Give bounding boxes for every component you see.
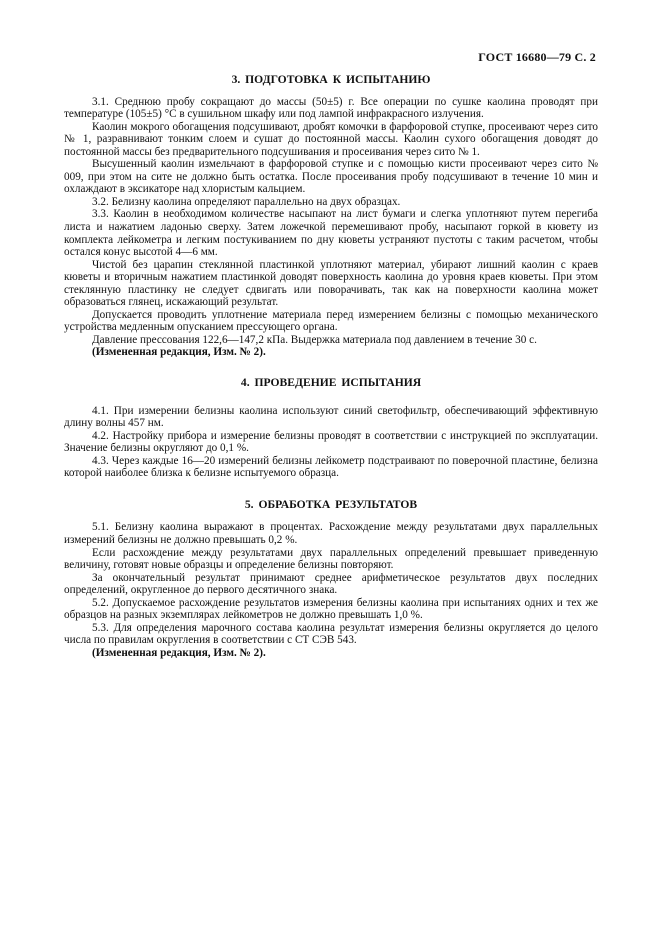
paragraph: Давление прессования 122,6—147,2 кПа. Выдержка материала под давлением в течение 30 с. bbox=[92, 333, 537, 346]
paragraph: Высушенный каолин измельчают в фарфоровой ступке и с помощью кисти просеивают через сито № 009, при этом на сите не должно быть остатка. После просеивания пробу подсушивают в течение 10 мин и охлаждают в эксикаторе над хлористым кальцием. bbox=[64, 158, 598, 196]
paragraph: Если расхождение между результатами двух параллельных определений превышает приведенную величину, готовят новые образцы и определение белизны повторяют. bbox=[64, 546, 598, 572]
paragraph-5-3: 5.3. Для определения марочного состава каолина результат измерения белизны округляется до целого числа по правилам округления в соответствии с СТ СЭВ 543. bbox=[64, 621, 598, 647]
amendment-note: (Измененная редакция, Изм. № 2). bbox=[92, 646, 266, 659]
section-5 bbox=[64, 499, 598, 660]
paragraph-3-2: 3.2. Белизну каолина определяют параллельно на двух образцах. bbox=[92, 195, 401, 208]
paragraph-5-1: 5.1. Белизну каолина выражают в процентах. Расхождение между результатами двух параллельных измерений белизны не должно превышать 0,2 %. bbox=[64, 521, 598, 546]
section-title: 4. ПРОВЕДЕНИЕ ИСПЫТАНИЯ bbox=[240, 376, 422, 390]
paragraph-3-1: 3.1. Среднюю пробу сокращают до массы (50±5) г. Все операции по сушке каолина проводят при температуре (105±5) °С в сушильном шкафу или под лампой инфракрасного излучения. bbox=[64, 95, 598, 121]
section-3 bbox=[64, 74, 598, 359]
paragraph: Каолин мокрого обогащения подсушивают, дробят комочки в фарфоровой ступке, просеивают через сито № 1, разравнивают тонким слоем и сушат до постоянной массы. Каолин сухого обогащения доводят до постоянной массы без предварительного подсушивания и просеивания через сито № 1. bbox=[64, 120, 598, 158]
paragraph-4-2: 4.2. Настройку прибора и измерение белизны проводят в соответствии с инструкцией по эксплуатации. Значение белизны округляют до 0,1 %. bbox=[64, 429, 598, 455]
document-body bbox=[64, 74, 598, 659]
paragraph-4-3: 4.3. Через каждые 16—20 измерений белизны лейкометр подстраивают по поверочной пластине, белизна которой наиболее близка к белизне испытуемого образца. bbox=[64, 454, 598, 480]
section-title: 3. ПОДГОТОВКА К ИСПЫТАНИЮ bbox=[231, 73, 431, 86]
section-4 bbox=[64, 377, 598, 480]
paragraph-3-3: 3.3. Каолин в необходимом количестве насыпают на лист бумаги и слегка уплотняют путем перегиба листа и нажатием ладонью сверху. Затем ложечкой перемешивают пробу, насыпают горкой в кювету из комплекта лейкометра и легким постукиванием по дну кюветы устраняют пустоты с таким расчетом, чтобы остался конус высотой 4—6 мм. bbox=[64, 208, 598, 259]
paragraph: Чистой без царапин стеклянной пластинкой уплотняют материал, убирают лишний каолин с краев кюветы и вторичным нажатием пластинкой доводят поверхность каолина до уровня краев кюветы. При этом стеклянную пластинку не следует сдвигать или поворачивать, так как на поверхности каолина может образоваться глянец, искажающий результат. bbox=[64, 258, 598, 309]
paragraph: За окончательный результат принимают среднее арифметическое результатов двух последних определений, округленное до первого десятичного знака. bbox=[64, 571, 598, 597]
paragraph-5-2: 5.2. Допускаемое расхождение результатов измерения белизны каолина при испытаниях одних и тех же образцов на разных экземплярах лейкометров не должно превышать 1,0 %. bbox=[64, 596, 598, 622]
page-header: ГОСТ 16680—79 С. 2 bbox=[478, 50, 596, 64]
paragraph-4-1: 4.1. При измерении белизны каолина используют синий светофильтр, обеспечивающий эффективную длину волны 457 нм. bbox=[64, 404, 598, 430]
section-title: 5. ОБРАБОТКА РЕЗУЛЬТАТОВ bbox=[244, 497, 418, 511]
amendment-note: (Измененная редакция, Изм. № 2). bbox=[92, 346, 266, 359]
paragraph: Допускается проводить уплотнение материала перед измерением белизны с помощью механического устройства медленным опусканием прессующего органа. bbox=[64, 308, 598, 334]
